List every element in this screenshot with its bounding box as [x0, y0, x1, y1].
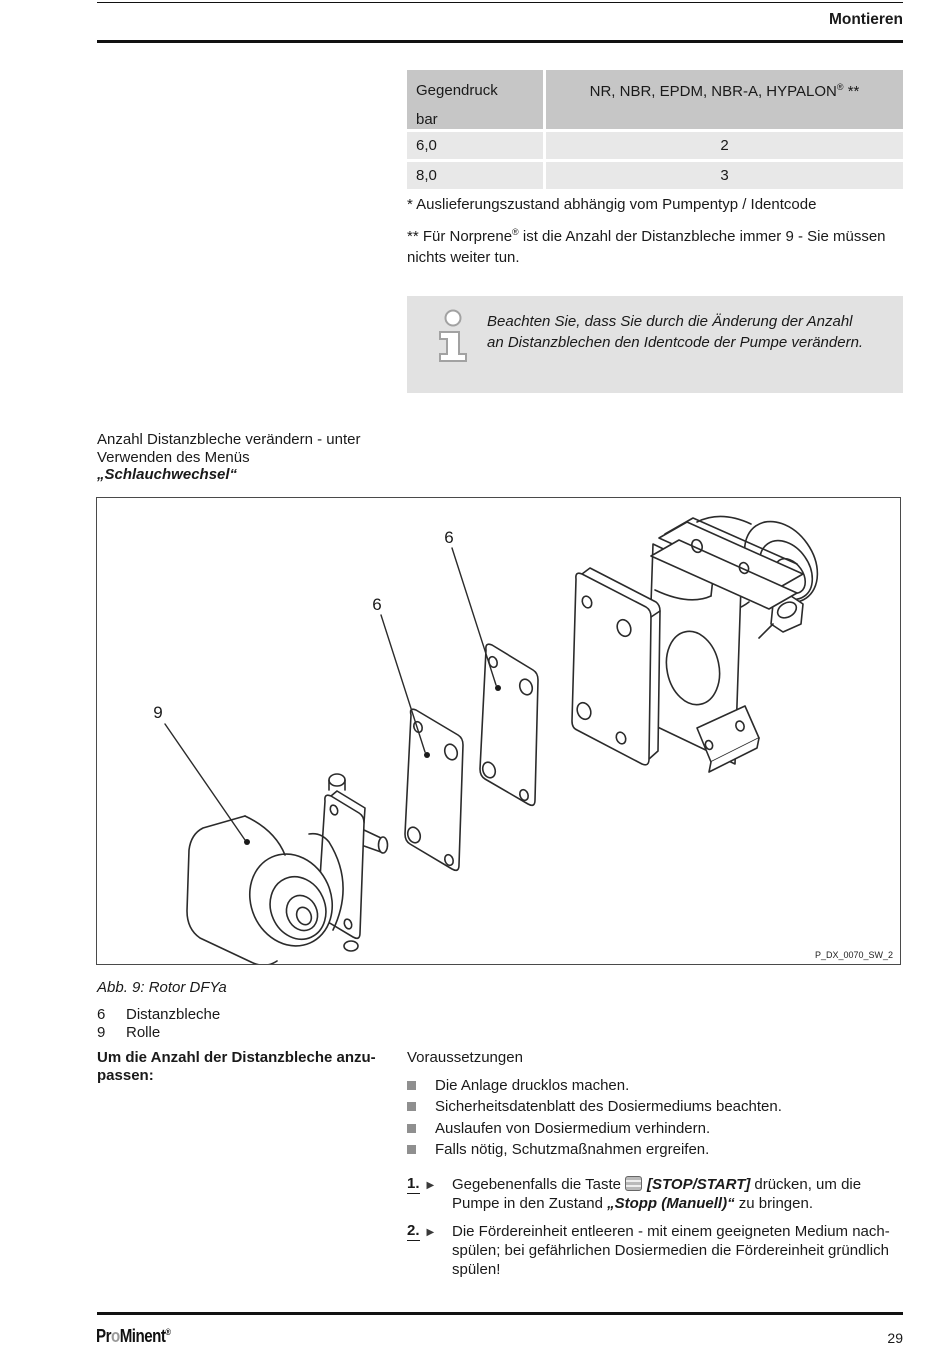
callout-9: 9 — [153, 703, 163, 722]
distance-plate-left-drawing — [405, 709, 463, 870]
step-2 — [407, 1222, 907, 1279]
exploded-view-drawing — [97, 498, 900, 964]
registered-sign: ® — [165, 1327, 171, 1337]
rotor-body-drawing — [572, 508, 832, 772]
distance-plate-right-drawing — [480, 644, 538, 805]
callout-6-right: 6 — [444, 528, 454, 547]
figure-rotor-dfya — [96, 497, 901, 965]
footnote-stars: ** — [843, 83, 860, 100]
count-cell: 2 — [546, 132, 903, 159]
stop-start-key-icon — [625, 1176, 642, 1191]
pressure-cell: 6,0 — [407, 132, 543, 159]
step-text: Die Fördereinheit entleeren - mit einem geeigneten Medium nach- spülen; bei gefährlichen Dosiermedien die Fördereinheit gründlich spülen! — [452, 1223, 890, 1279]
roller-assembly-drawing — [187, 774, 388, 964]
table-header-row — [407, 70, 903, 129]
callout-6-left: 6 — [372, 595, 382, 614]
step-1 — [407, 1175, 907, 1213]
figure-legend — [97, 1006, 220, 1041]
prerequisite-item: Sicherheitsdatenblatt des Dosiermediums beachten. — [407, 1098, 907, 1119]
square-bullet-icon — [407, 1124, 416, 1133]
pressure-cell: 8,0 — [407, 162, 543, 189]
footnote-2: ** Für Norprene® ist die Anzahl der Distanzbleche immer 9 - Sie müssen nichts weiter tun. — [407, 227, 886, 266]
table-row — [407, 162, 903, 189]
header-line2: bar — [416, 111, 438, 128]
info-icon — [433, 309, 471, 367]
table-header-gegendruck — [407, 70, 543, 129]
step-number: 1. ▶ — [407, 1175, 435, 1193]
registered-sign: ® — [512, 227, 519, 237]
gegendruck-table — [407, 70, 903, 192]
key-label: [STOP/START] — [647, 1176, 751, 1194]
table-row — [407, 132, 903, 159]
step-text: Gegebenenfalls die Taste [STOP/START] drücken, um die Pumpe in den Zustand „Stopp (Manuell)“ zu bringen. — [452, 1176, 862, 1213]
figure-caption: Abb. 9: Rotor DFYa — [97, 979, 227, 996]
prerequisite-item: Falls nötig, Schutzmaßnahmen ergreifen. — [407, 1141, 907, 1162]
square-bullet-icon — [407, 1102, 416, 1111]
legend-item: 6 Distanzbleche — [97, 1006, 221, 1023]
registered-sign: ® — [836, 82, 844, 92]
menu-name: „Schlauchwechsel“ — [97, 466, 238, 483]
section-heading: Anzahl Distanzbleche verändern - unter Verwenden des Menüs „Schlauchwechsel“ — [97, 431, 417, 484]
prerequisites-title: Voraussetzungen — [407, 1049, 523, 1066]
table-footnotes — [407, 194, 909, 268]
state-label: „Stopp (Manuell)“ — [607, 1195, 735, 1213]
prominent-logo: ProMinent® — [96, 1326, 171, 1346]
info-box — [407, 296, 903, 393]
footer-rule — [97, 1312, 903, 1315]
table-header-materials: NR, NBR, EPDM, NBR-A, HYPALON® ** — [546, 70, 903, 129]
step-list — [407, 1175, 907, 1279]
step-arrow-icon: ▶ — [426, 1180, 435, 1192]
count-cell: 3 — [546, 162, 903, 189]
step-arrow-icon: ▶ — [426, 1227, 435, 1239]
prerequisite-item: Die Anlage drucklos machen. — [407, 1077, 907, 1098]
square-bullet-icon — [407, 1145, 416, 1154]
square-bullet-icon — [407, 1081, 416, 1090]
chapter-title: Montieren — [828, 11, 903, 28]
page-number: 29 — [887, 1330, 903, 1346]
procedure-intro: Um die Anzahl der Distanzbleche anzu- passen: — [97, 1049, 376, 1084]
step-number: 2. ▶ — [407, 1222, 435, 1240]
prerequisite-item: Auslaufen von Dosiermedium verhindern. — [407, 1120, 907, 1141]
info-text: Beachten Sie, dass Sie durch die Änderung der Anzahl an Distanzblechen den Identcode der Pumpe verändern. — [487, 313, 864, 351]
legend-item: 9 Rolle — [97, 1023, 161, 1041]
procedure-column — [407, 1049, 907, 1288]
header-top-rule — [97, 2, 903, 3]
header-line1: Gegendruck — [416, 82, 498, 99]
figure-id-watermark: P_DX_0070_SW_2 — [814, 950, 893, 960]
footnote-1: * Auslieferungszustand abhängig vom Pumpentyp / Identcode — [407, 196, 817, 213]
header-bottom-rule — [97, 40, 903, 43]
